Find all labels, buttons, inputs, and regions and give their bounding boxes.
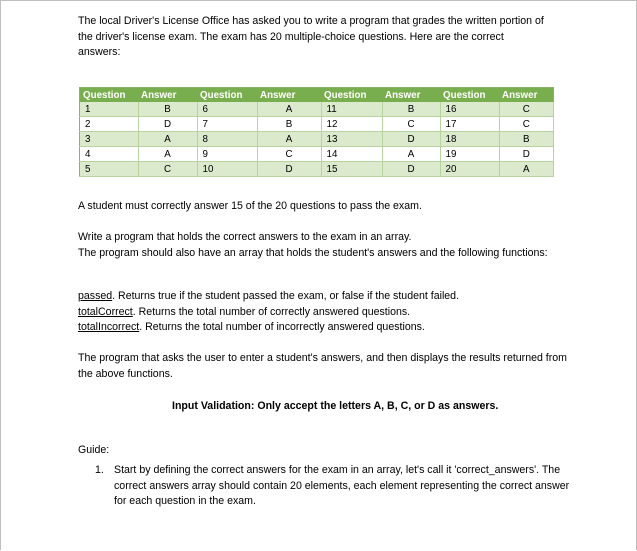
question-cell: 14 [321, 147, 382, 162]
question-cell: 10 [197, 162, 257, 177]
function-item [78, 320, 568, 336]
answer-cell: D [257, 162, 321, 177]
question-cell: 2 [80, 117, 139, 132]
question-cell: 5 [80, 162, 139, 177]
question-cell: 9 [197, 147, 257, 162]
header-question-4: Question [440, 88, 499, 103]
requirement-line-1: Write a program that holds the correct answers to the exam in an array. [78, 231, 412, 243]
header-question-2: Question [197, 88, 257, 103]
question-cell: 6 [197, 102, 257, 117]
function-desc: . Returns true if the student passed the exam, or false if the student failed. [112, 290, 460, 302]
header-answer-2: Answer [257, 88, 321, 103]
answer-cell: D [138, 117, 197, 132]
header-answer-4: Answer [499, 88, 554, 103]
answer-key-table [79, 87, 554, 177]
question-cell: 1 [80, 102, 139, 117]
intro-paragraph: The local Driver's License Office has asked you to write a program that grades the written portion of the driver's license exam. The exam has 20 multiple-choice questions. Here are the correct answers: [78, 15, 544, 58]
table-row [80, 117, 554, 132]
answer-cell: B [499, 132, 554, 147]
function-desc: . Returns the total number of incorrectly answered questions. [139, 321, 425, 333]
header-answer-1: Answer [138, 88, 197, 103]
guide-label: Guide: [78, 444, 110, 456]
function-item [78, 289, 568, 305]
header-question-3: Question [321, 88, 382, 103]
answer-cell: C [499, 117, 554, 132]
question-cell: 19 [440, 147, 499, 162]
answer-cell: D [499, 147, 554, 162]
function-name-total-incorrect: totalIncorrect [78, 321, 140, 333]
question-cell: 7 [197, 117, 257, 132]
answer-key-table-wrap [79, 87, 554, 177]
function-name-total-correct: totalCorrect [78, 305, 133, 318]
requirement-line-2: The program should also have an array that holds the student's answers and the following functions: [78, 246, 548, 259]
question-cell: 4 [80, 147, 139, 162]
question-cell: 3 [80, 132, 139, 147]
table-row [80, 162, 554, 177]
question-cell: 17 [440, 117, 499, 132]
function-list [78, 289, 568, 336]
answer-cell: A [257, 132, 321, 147]
answer-cell: A [257, 102, 321, 117]
answer-cell: B [257, 117, 321, 132]
answer-cell: C [382, 117, 440, 132]
answer-cell: B [382, 102, 440, 117]
answer-cell: C [499, 102, 554, 117]
answer-cell: A [138, 132, 197, 147]
header-answer-3: Answer [382, 88, 440, 103]
program-description: The program that asks the user to enter a student's answers, and then displays the results returned from the above functions. [78, 352, 567, 380]
input-validation-note: Input Validation: Only accept the letters A, B, C, or D as answers. [172, 400, 499, 412]
answer-cell: C [138, 162, 197, 177]
question-cell: 11 [321, 102, 382, 117]
function-name-passed: passed [78, 290, 113, 302]
pass-requirement-text: A student must correctly answer 15 of the 20 questions to pass the exam. [78, 200, 422, 212]
question-cell: 15 [321, 162, 382, 177]
question-cell: 20 [440, 162, 499, 177]
table-row [80, 102, 554, 117]
answer-cell: D [382, 162, 440, 177]
answer-cell: B [138, 102, 197, 117]
function-item [78, 305, 568, 321]
header-question-1: Question [80, 88, 139, 103]
question-cell: 18 [440, 132, 499, 147]
answer-cell: C [257, 147, 321, 162]
answer-cell: A [382, 147, 440, 162]
answer-cell: A [499, 162, 554, 177]
question-cell: 12 [321, 117, 382, 132]
answer-cell: D [382, 132, 440, 147]
function-desc: . Returns the total number of correctly answered questions. [132, 305, 411, 318]
program-requirements [78, 230, 568, 261]
question-cell: 16 [440, 102, 499, 117]
question-cell: 8 [197, 132, 257, 147]
answer-cell: A [138, 147, 197, 162]
table-row [80, 132, 554, 147]
step-number: 1. [95, 464, 104, 476]
table-row [80, 147, 554, 162]
step-text: Start by defining the correct answers for the exam in an array, let's call it 'correct_answers'. The correct answers array should contain 20 elements, each element representing the correct answer for each question in the exam. [114, 464, 570, 507]
table-header-row [80, 88, 554, 103]
question-cell: 13 [321, 132, 382, 147]
